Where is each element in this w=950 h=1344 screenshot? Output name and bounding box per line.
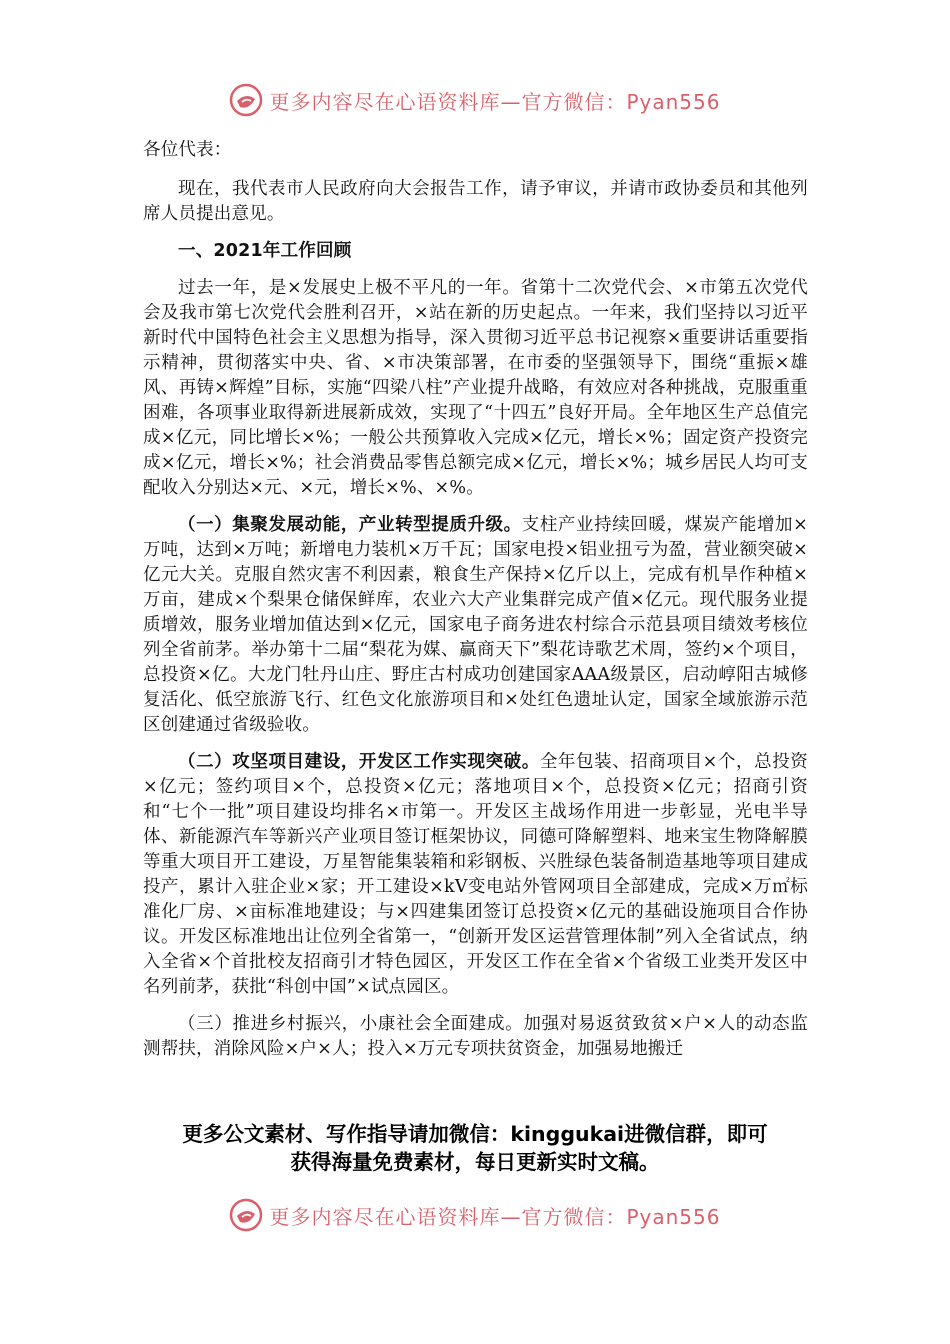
mouth-logo-icon: [229, 83, 263, 117]
section-heading: 一、2021年工作回顾: [178, 241, 352, 261]
promo-line-2: 获得海量免费素材，每日更新实时文稿。: [290, 1150, 660, 1174]
promo-line-1: 更多公文素材、写作指导请加微信：kinggukai进微信群，即可: [182, 1122, 768, 1146]
item1-body: 支柱产业持续回暖，煤炭产能增加×万吨，达到×万吨；新增电力装机×万千瓦；国家电投×铝业扭亏为盈，营业额突破×亿元大关。克服自然灾害不利因素，粮食生产保持×亿斤以上，完成有机旱作种植×万亩，建成×个梨果仓储保鲜库，农业六大产业集群完成产值×亿元。现代服务业提质增效，服务业增加值达到×亿元，国家电子商务进农村综合示范县项目绩效考核位列全省前茅。举办第十二届“梨花为媒、赢商天下”梨花诗歌艺术周，签约×个项目，总投资×亿。大龙门牡丹山庄、野庄古村成功创建国家AAA级景区，启动崞阳古城修复活化、低空旅游飞行、红色文化旅游项目和×处红色遗址认定，国家全域旅游示范区创建通过省级验收。: [143, 515, 808, 735]
greeting: 各位代表：: [143, 140, 232, 160]
header-banner: [0, 78, 950, 122]
document-body: [143, 138, 808, 1074]
item1-title: （一）集聚发展动能，产业转型提质升级。: [178, 515, 522, 535]
banner-text: 更多内容尽在心语资料库—官方微信：Pyan556: [269, 1204, 721, 1229]
overview-paragraph: 过去一年，是×发展史上极不平凡的一年。省第十二次党代会、×市第五次党代会及我市第七次党代会胜利召开，×站在新的历史起点。一年来，我们坚持以习近平新时代中国特色社会主义思想为指导，深入贯彻习近平总书记视察×重要讲话重要指示精神，贯彻落实中央、省、×市决策部署，在市委的坚强领导下，围绕“重振×雄风、再铸×辉煌”目标，实施“四梁八柱”产业提升战略，有效应对各种挑战，克服重重困难，各项事业取得新进展新成效，实现了“十四五”良好开局。全年地区生产总值完成×亿元，同比增长×%；一般公共预算收入完成×亿元，增长×%；固定资产投资完成×亿元，增长×%；社会消费品零售总额完成×亿元，增长×%；城乡居民人均可支配收入分别达×元、×元，增长×%、×%。: [143, 278, 808, 498]
item2-title: （二）攻坚项目建设，开发区工作实现突破。: [178, 752, 540, 772]
footer-banner: [0, 1193, 950, 1237]
banner-text: 更多内容尽在心语资料库—官方微信：Pyan556: [269, 89, 721, 114]
promo-notice: [120, 1120, 830, 1176]
intro-paragraph: 现在，我代表市人民政府向大会报告工作，请予审议，并请市政协委员和其他列席人员提出意见。: [143, 179, 808, 224]
item3-paragraph: （三）推进乡村振兴，小康社会全面建成。加强对易返贫致贫×户×人的动态监测帮扶，消除风险×户×人；投入×万元专项扶贫资金，加强易地搬迁: [143, 1014, 808, 1059]
item2-body: 全年包装、招商项目×个，总投资×亿元；签约项目×个，总投资×亿元；落地项目×个，总投资×亿元；招商引资和“七个一批”项目建设均排名×市第一。开发区主战场作用进一步彰显，光电半导体、新能源汽车等新兴产业项目签订框架协议，同德可降解塑料、地来宝生物降解膜等重大项目开工建设，万星智能集装箱和彩钢板、兴胜绿色装备制造基地等项目建成投产，累计入驻企业×家；开工建设×kV变电站外管网项目全部建成，完成×万㎡标准化厂房、×亩标准地建设；与×四建集团签订总投资×亿元的基础设施项目合作协议。开发区标准地出让位列全省第一，“创新开发区运营管理体制”列入全省试点，纳入全省×个首批校友招商引才特色园区，开发区工作在全省×个省级工业类开发区中名列前茅，获批“科创中国”×试点园区。: [143, 752, 808, 997]
mouth-logo-icon: [229, 1198, 263, 1232]
item1-paragraph: [143, 513, 808, 738]
item2-paragraph: [143, 750, 808, 1000]
